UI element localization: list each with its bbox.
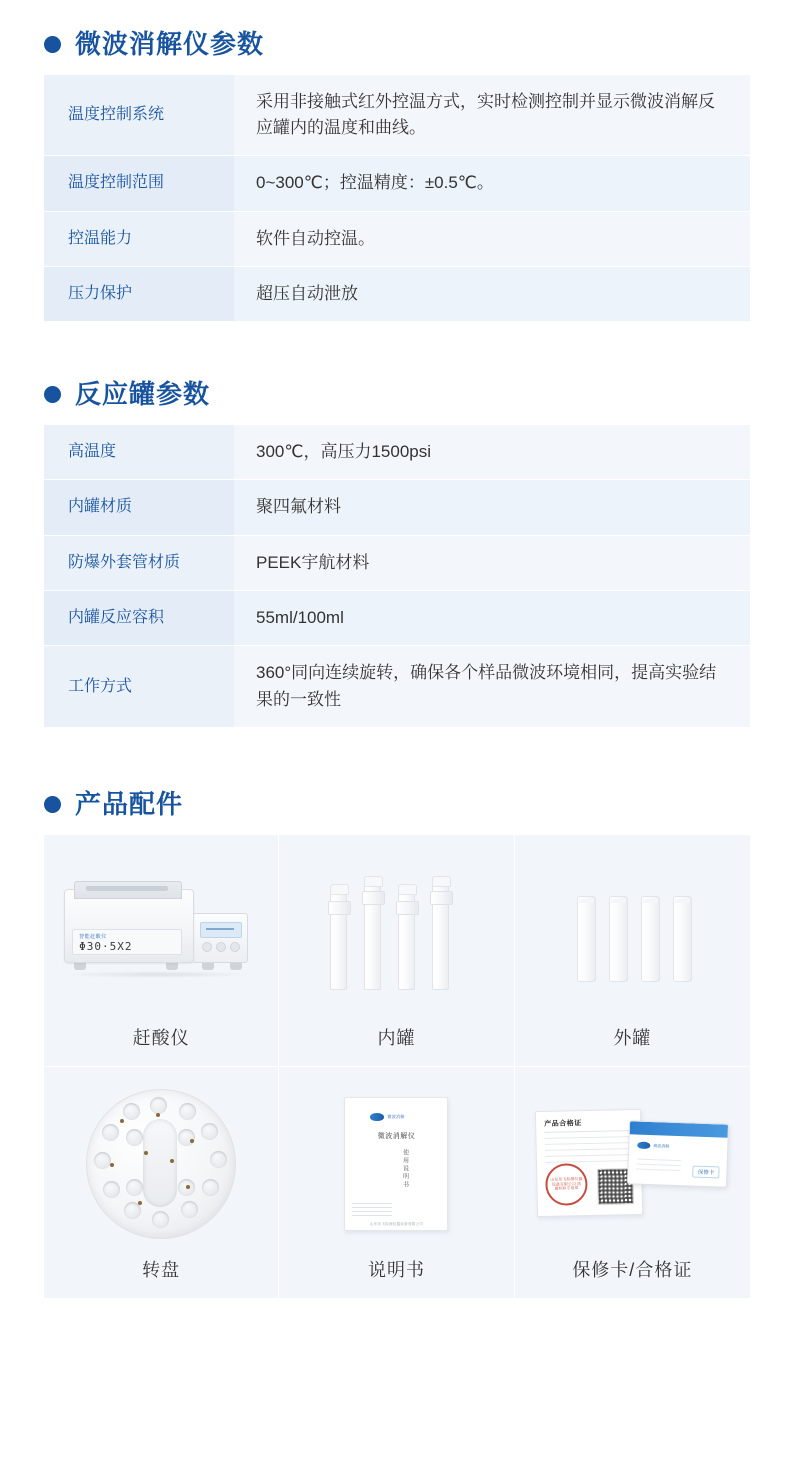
certificate-card-illustration [521, 1077, 744, 1252]
spec-value: 超压自动泄放 [234, 266, 750, 321]
spec-value: 360°同向连续旋转，确保各个样品微波环境相同，提高实验结果的一致性 [234, 646, 750, 728]
section-spacer [42, 728, 748, 790]
section-heading-accessories [44, 790, 748, 819]
quality-stamp-icon: 山东乐飞检测仪器设备有限公司 质量检验专用章 [545, 1163, 588, 1206]
accessory-caption: 赶酸仪 [132, 1027, 190, 1048]
spec-value: 软件自动控温。 [234, 211, 750, 266]
accessory-cell-manual [279, 1067, 514, 1299]
spec-value: 300℃，高压力1500psi [234, 425, 750, 480]
spec-key: 工作方式 [44, 646, 234, 728]
table-row [44, 211, 750, 266]
table-row [44, 535, 750, 590]
bullet-dot-icon [44, 796, 61, 813]
spec-value: 0~300℃；控温精度：±0.5℃。 [234, 156, 750, 211]
spec-key: 高温度 [44, 425, 234, 480]
spec-key: 压力保护 [44, 266, 234, 321]
table-row [44, 75, 750, 156]
booklet-vertical-text: 使用说明书 [401, 1149, 408, 1190]
spec-key: 防爆外套管材质 [44, 535, 234, 590]
spec-key: 控温能力 [44, 211, 234, 266]
accessory-cell-outer-vessel [515, 835, 750, 1067]
brand-logo-icon [637, 1142, 650, 1149]
outer-vessel-illustration [521, 845, 744, 1020]
accessory-cell-turntable [44, 1067, 279, 1299]
accessories-grid [44, 835, 750, 1299]
accessory-caption: 说明书 [367, 1259, 425, 1280]
section-heading-vessel [44, 380, 748, 409]
bullet-dot-icon [44, 36, 61, 53]
evaporator-brand-text: 智能赶酸仪 [79, 934, 107, 941]
spec-value: 采用非接触式红外控温方式，实时检测控制并显示微波消解反应罐内的温度和曲线。 [234, 75, 750, 156]
evaporator-model-text: Φ30·5X2 [79, 940, 133, 954]
table-row [44, 480, 750, 535]
section-heading-microwave [44, 30, 748, 59]
spec-key: 温度控制范围 [44, 156, 234, 211]
section-spacer [42, 322, 748, 380]
table-row [44, 646, 750, 728]
booklet-footer-text: 山东乐飞检测仪器设备有限公司 [369, 1222, 424, 1227]
warranty-card-label: 保修卡 [693, 1166, 720, 1179]
table-row [44, 425, 750, 480]
certificate-title-text: 产品合格证 [544, 1120, 583, 1128]
spec-table-vessel [44, 425, 750, 728]
accessory-cell-inner-vessel [279, 835, 514, 1067]
card-brand-text: 微波消解 [653, 1142, 670, 1149]
acid-evaporator-illustration [50, 845, 272, 1020]
accessory-caption: 保修卡/合格证 [572, 1259, 693, 1280]
booklet-brand-text: 微波消解 [387, 1114, 405, 1120]
section-title: 产品配件 [75, 788, 184, 819]
turntable-illustration [50, 1077, 272, 1252]
spec-table-microwave [44, 75, 750, 323]
table-row [44, 590, 750, 645]
accessory-caption: 外罐 [613, 1027, 652, 1048]
accessory-cell-certificate [515, 1067, 750, 1299]
bullet-dot-icon [44, 386, 61, 403]
spec-key: 温度控制系统 [44, 75, 234, 156]
spec-key: 内罐材质 [44, 480, 234, 535]
inner-vessel-illustration [285, 845, 507, 1020]
booklet-title-text: 微波消解仪 [377, 1133, 416, 1141]
manual-booklet-illustration [285, 1077, 507, 1252]
section-title: 反应罐参数 [75, 379, 211, 410]
spec-value: 聚四氟材料 [234, 480, 750, 535]
brand-logo-icon [370, 1113, 384, 1121]
spec-key: 内罐反应容积 [44, 590, 234, 645]
accessory-caption: 内罐 [377, 1027, 416, 1048]
spec-value: PEEK宇航材料 [234, 535, 750, 590]
table-row [44, 266, 750, 321]
section-title: 微波消解仪参数 [75, 29, 265, 59]
accessory-cell-acid-evaporator [44, 835, 279, 1067]
table-row [44, 156, 750, 211]
accessory-caption: 转盘 [142, 1259, 181, 1280]
spec-value: 55ml/100ml [234, 590, 750, 645]
